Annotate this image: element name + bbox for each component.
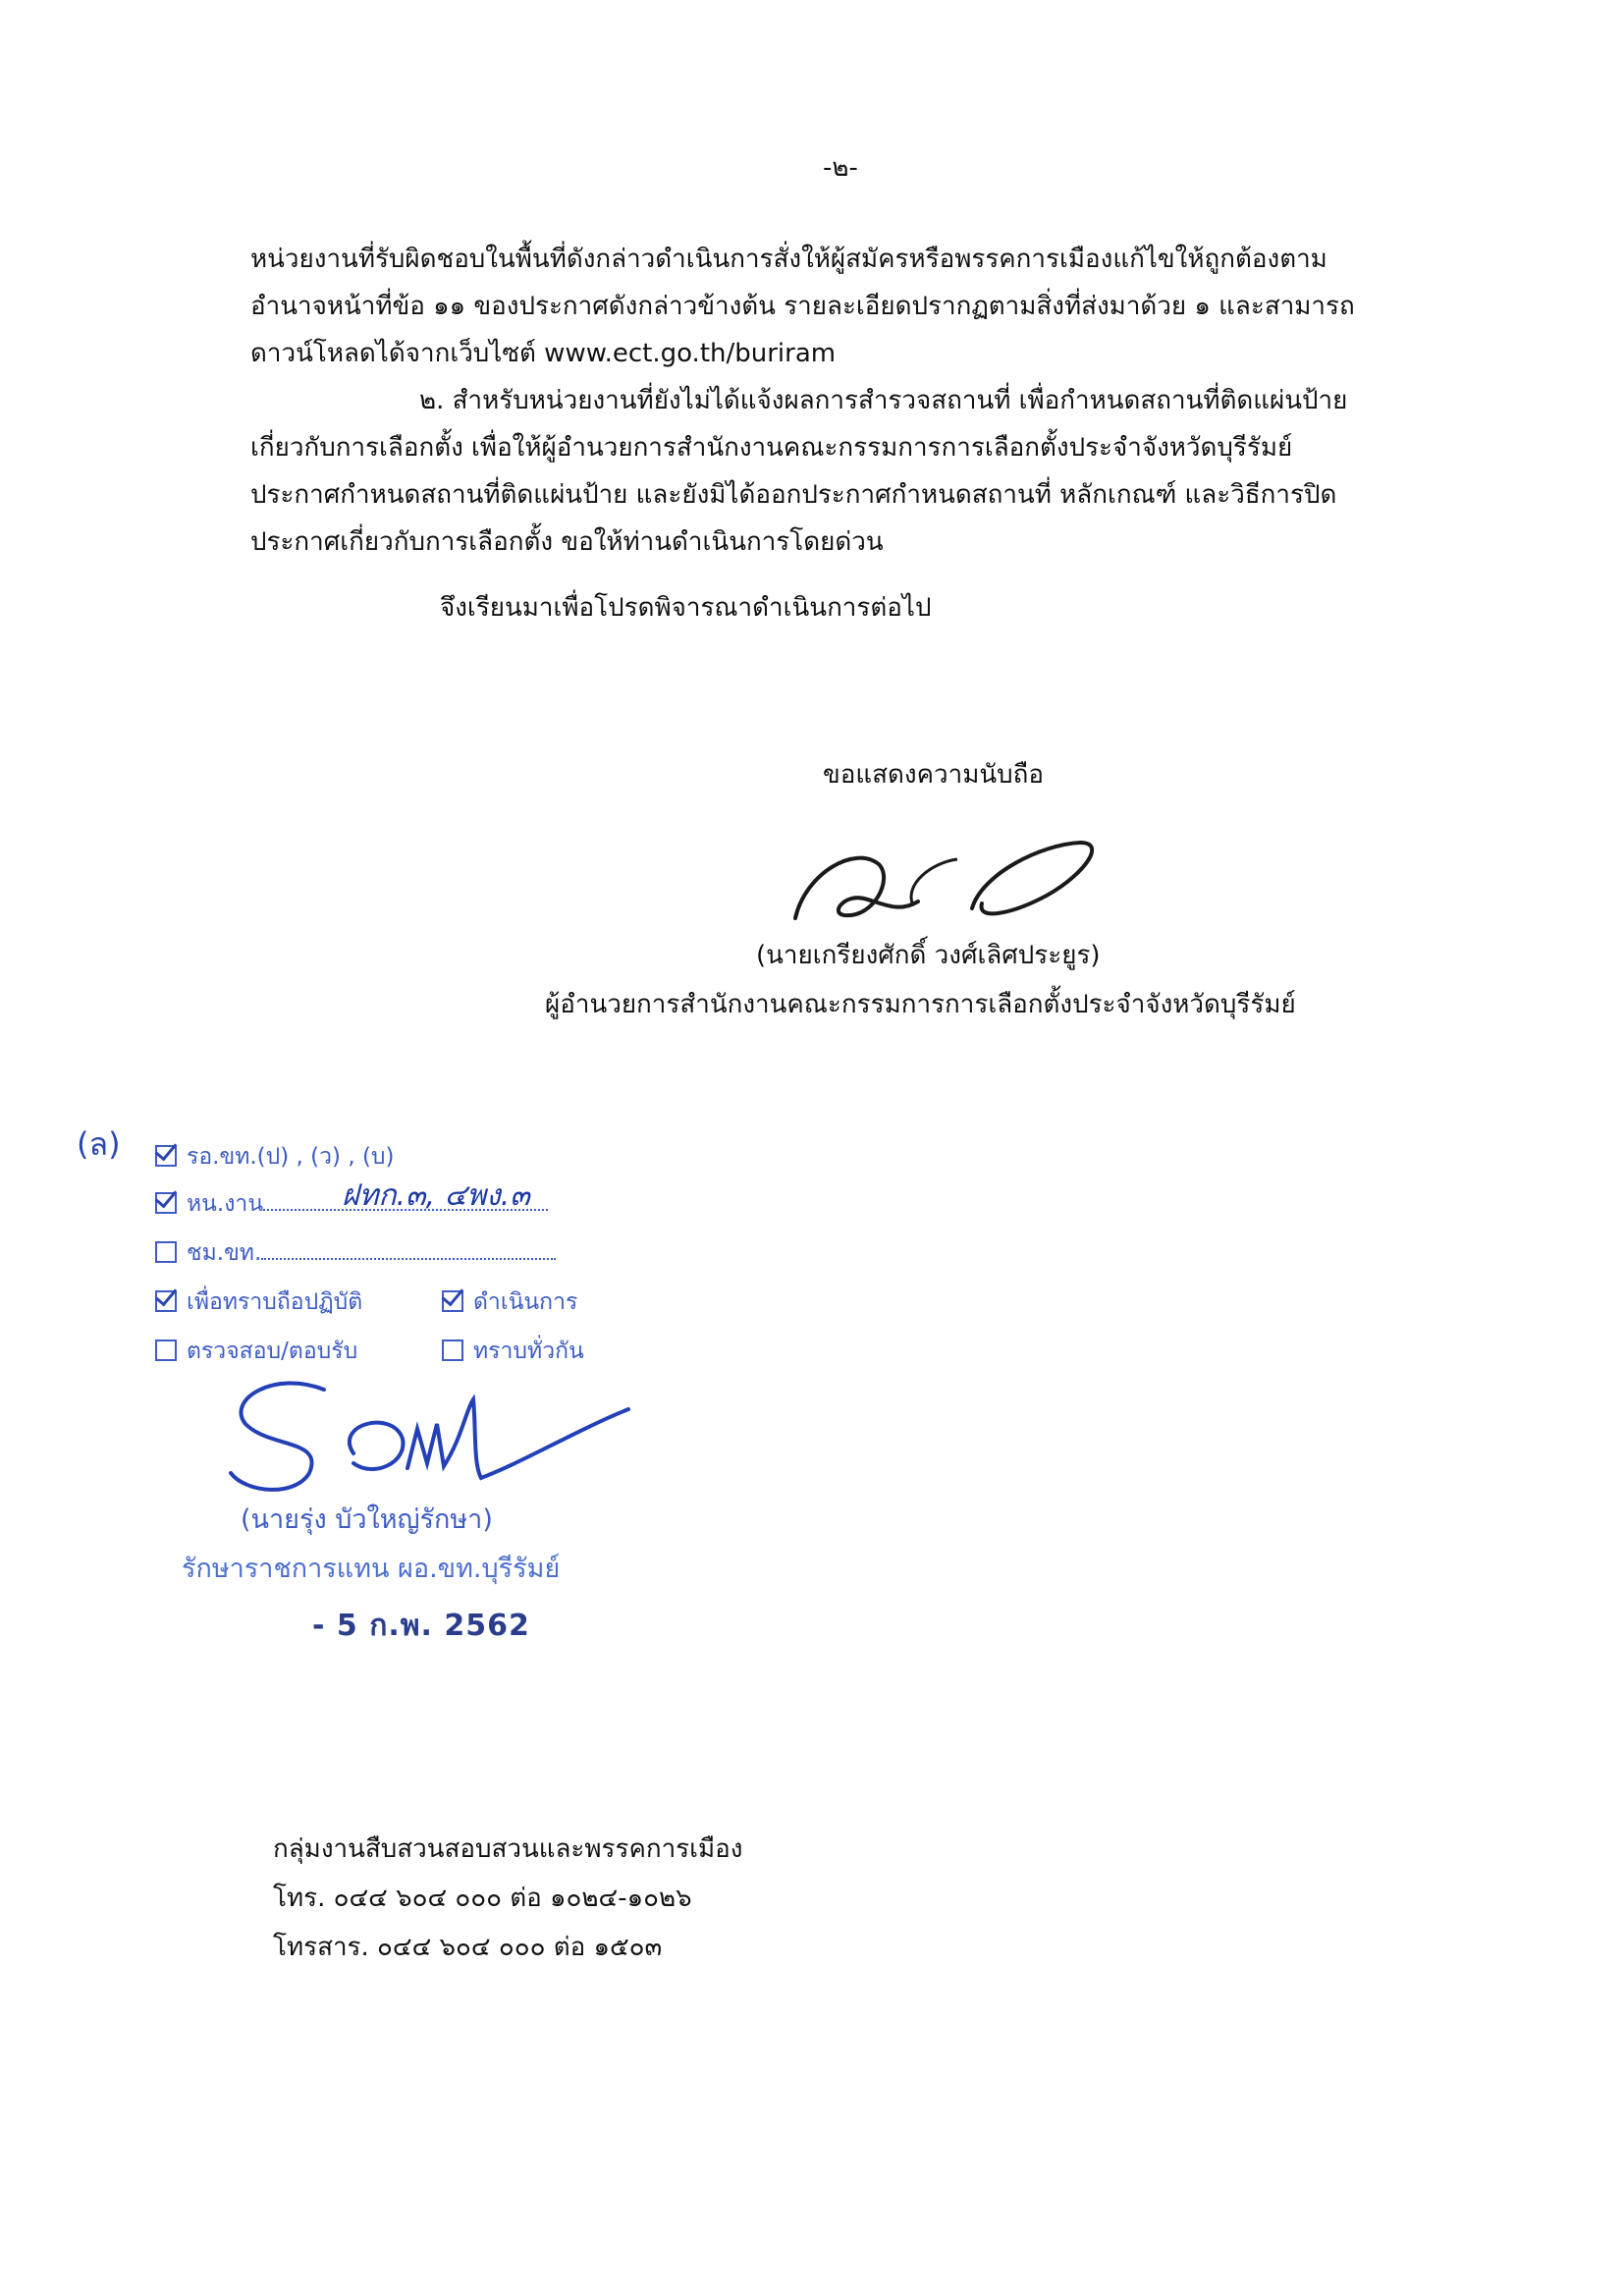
checkbox-icon — [155, 1145, 177, 1167]
director-signature — [785, 825, 1110, 943]
checkbox-icon — [155, 1192, 177, 1214]
stamp-item-label: ชม.ขท. — [187, 1240, 262, 1266]
stamp-row — [155, 1334, 357, 1369]
dotted-line — [261, 1258, 556, 1260]
stamp-item-label: ตรวจสอบ/ตอบรับ — [187, 1339, 358, 1364]
acting-director-title: รักษาราชการแทน ผอ.ขท.บุรีรัมย์ — [182, 1554, 561, 1584]
checkbox-icon — [155, 1339, 177, 1361]
paragraph-line: ดาวน์โหลดได้จากเว็บไซต์ www.ect.go.th/buriram — [250, 339, 837, 368]
receiving-stamp — [77, 1100, 626, 1375]
stamp-row — [155, 1139, 395, 1175]
receiving-date: - 5 ก.พ. 2562 — [312, 1609, 530, 1643]
stamp-item-label: รอ.ขท.(ป) , (ว) , (บ) — [187, 1144, 395, 1170]
stamp-item-label: ดำเนินการ — [473, 1289, 578, 1315]
stamp-item-label: หน.งาน — [187, 1191, 264, 1217]
handwritten-number: (ล) — [77, 1125, 121, 1163]
paragraph-item-2 — [250, 377, 1347, 566]
department-name: กลุ่มงานสืบสวนสอบสวนและพรรคการเมือง — [273, 1834, 743, 1864]
stamp-row — [442, 1285, 577, 1320]
paragraph-line: ๒. สำหรับหน่วยงานที่ยังไม่ได้แจ้งผลการสำรวจสถานที่ เพื่อกำหนดสถานที่ติดแผ่นป้าย — [419, 386, 1348, 415]
paragraph-line: หน่วยงานที่รับผิดชอบในพื้นที่ดังกล่าวดำเนินการสั่งให้ผู้สมัครหรือพรรคการเมืองแก้ไขให้ถูกต้องตาม — [250, 245, 1327, 274]
paragraph-line: เกี่ยวกับการเลือกตั้ง เพื่อให้ผู้อำนวยการสำนักงานคณะกรรมการการเลือกตั้งประจำจังหวัดบุรีรัมย์ — [250, 433, 1293, 463]
paragraph-continued — [250, 236, 1355, 377]
stamp-row — [155, 1235, 556, 1271]
checkbox-icon — [155, 1290, 177, 1312]
stamp-item-label: ทราบทั่วกัน — [473, 1339, 584, 1364]
checkbox-icon — [442, 1339, 463, 1361]
paragraph-line: อำนาจหน้าที่ข้อ ๑๑ ของประกาศดังกล่าวข้างต้น รายละเอียดปรากฏตามสิ่งที่ส่งมาด้วย ๑ และสามารถ — [250, 292, 1355, 321]
phone-number: โทร. ๐๔๔ ๖๐๔ ๐๐๐ ต่อ ๑๐๒๔-๑๐๒๖ — [273, 1884, 692, 1913]
acting-director-name: (นายรุ่ง บัวใหญ่รักษา) — [241, 1504, 493, 1535]
handwritten-note: ฝทก.๓, ๔พง.๓ — [342, 1178, 530, 1213]
closing-phrase: จึงเรียนมาเพื่อโปรดพิจารณาดำเนินการต่อไป — [440, 593, 932, 623]
stamp-row — [442, 1334, 584, 1369]
checkbox-icon — [442, 1290, 463, 1312]
director-name: (นายเกรียงศักดิ์ วงศ์เลิศประยูร) — [756, 941, 1101, 970]
director-position: ผู้อำนวยการสำนักงานคณะกรรมการการเลือกตั้งประจำจังหวัดบุรีรัมย์ — [545, 990, 1296, 1019]
checkbox-icon — [155, 1241, 177, 1263]
acting-director-signature — [216, 1370, 638, 1503]
paragraph-line: ประกาศกำหนดสถานที่ติดแผ่นป้าย และยังมิได้ออกประกาศกำหนดสถานที่ หลักเกณฑ์ และวิธีการปิด — [250, 480, 1337, 510]
regards-text: ขอแสดงความนับถือ — [823, 760, 1044, 790]
stamp-row — [155, 1285, 362, 1320]
stamp-item-label: เพื่อทราบถือปฏิบัติ — [187, 1289, 363, 1315]
paragraph-line: ประกาศเกี่ยวกับการเลือกตั้ง ขอให้ท่านดำเนินการโดยด่วน — [250, 527, 884, 557]
page-number: -๒- — [823, 153, 858, 183]
fax-number: โทรสาร. ๐๔๔ ๖๐๔ ๐๐๐ ต่อ ๑๕๐๓ — [273, 1933, 663, 1962]
